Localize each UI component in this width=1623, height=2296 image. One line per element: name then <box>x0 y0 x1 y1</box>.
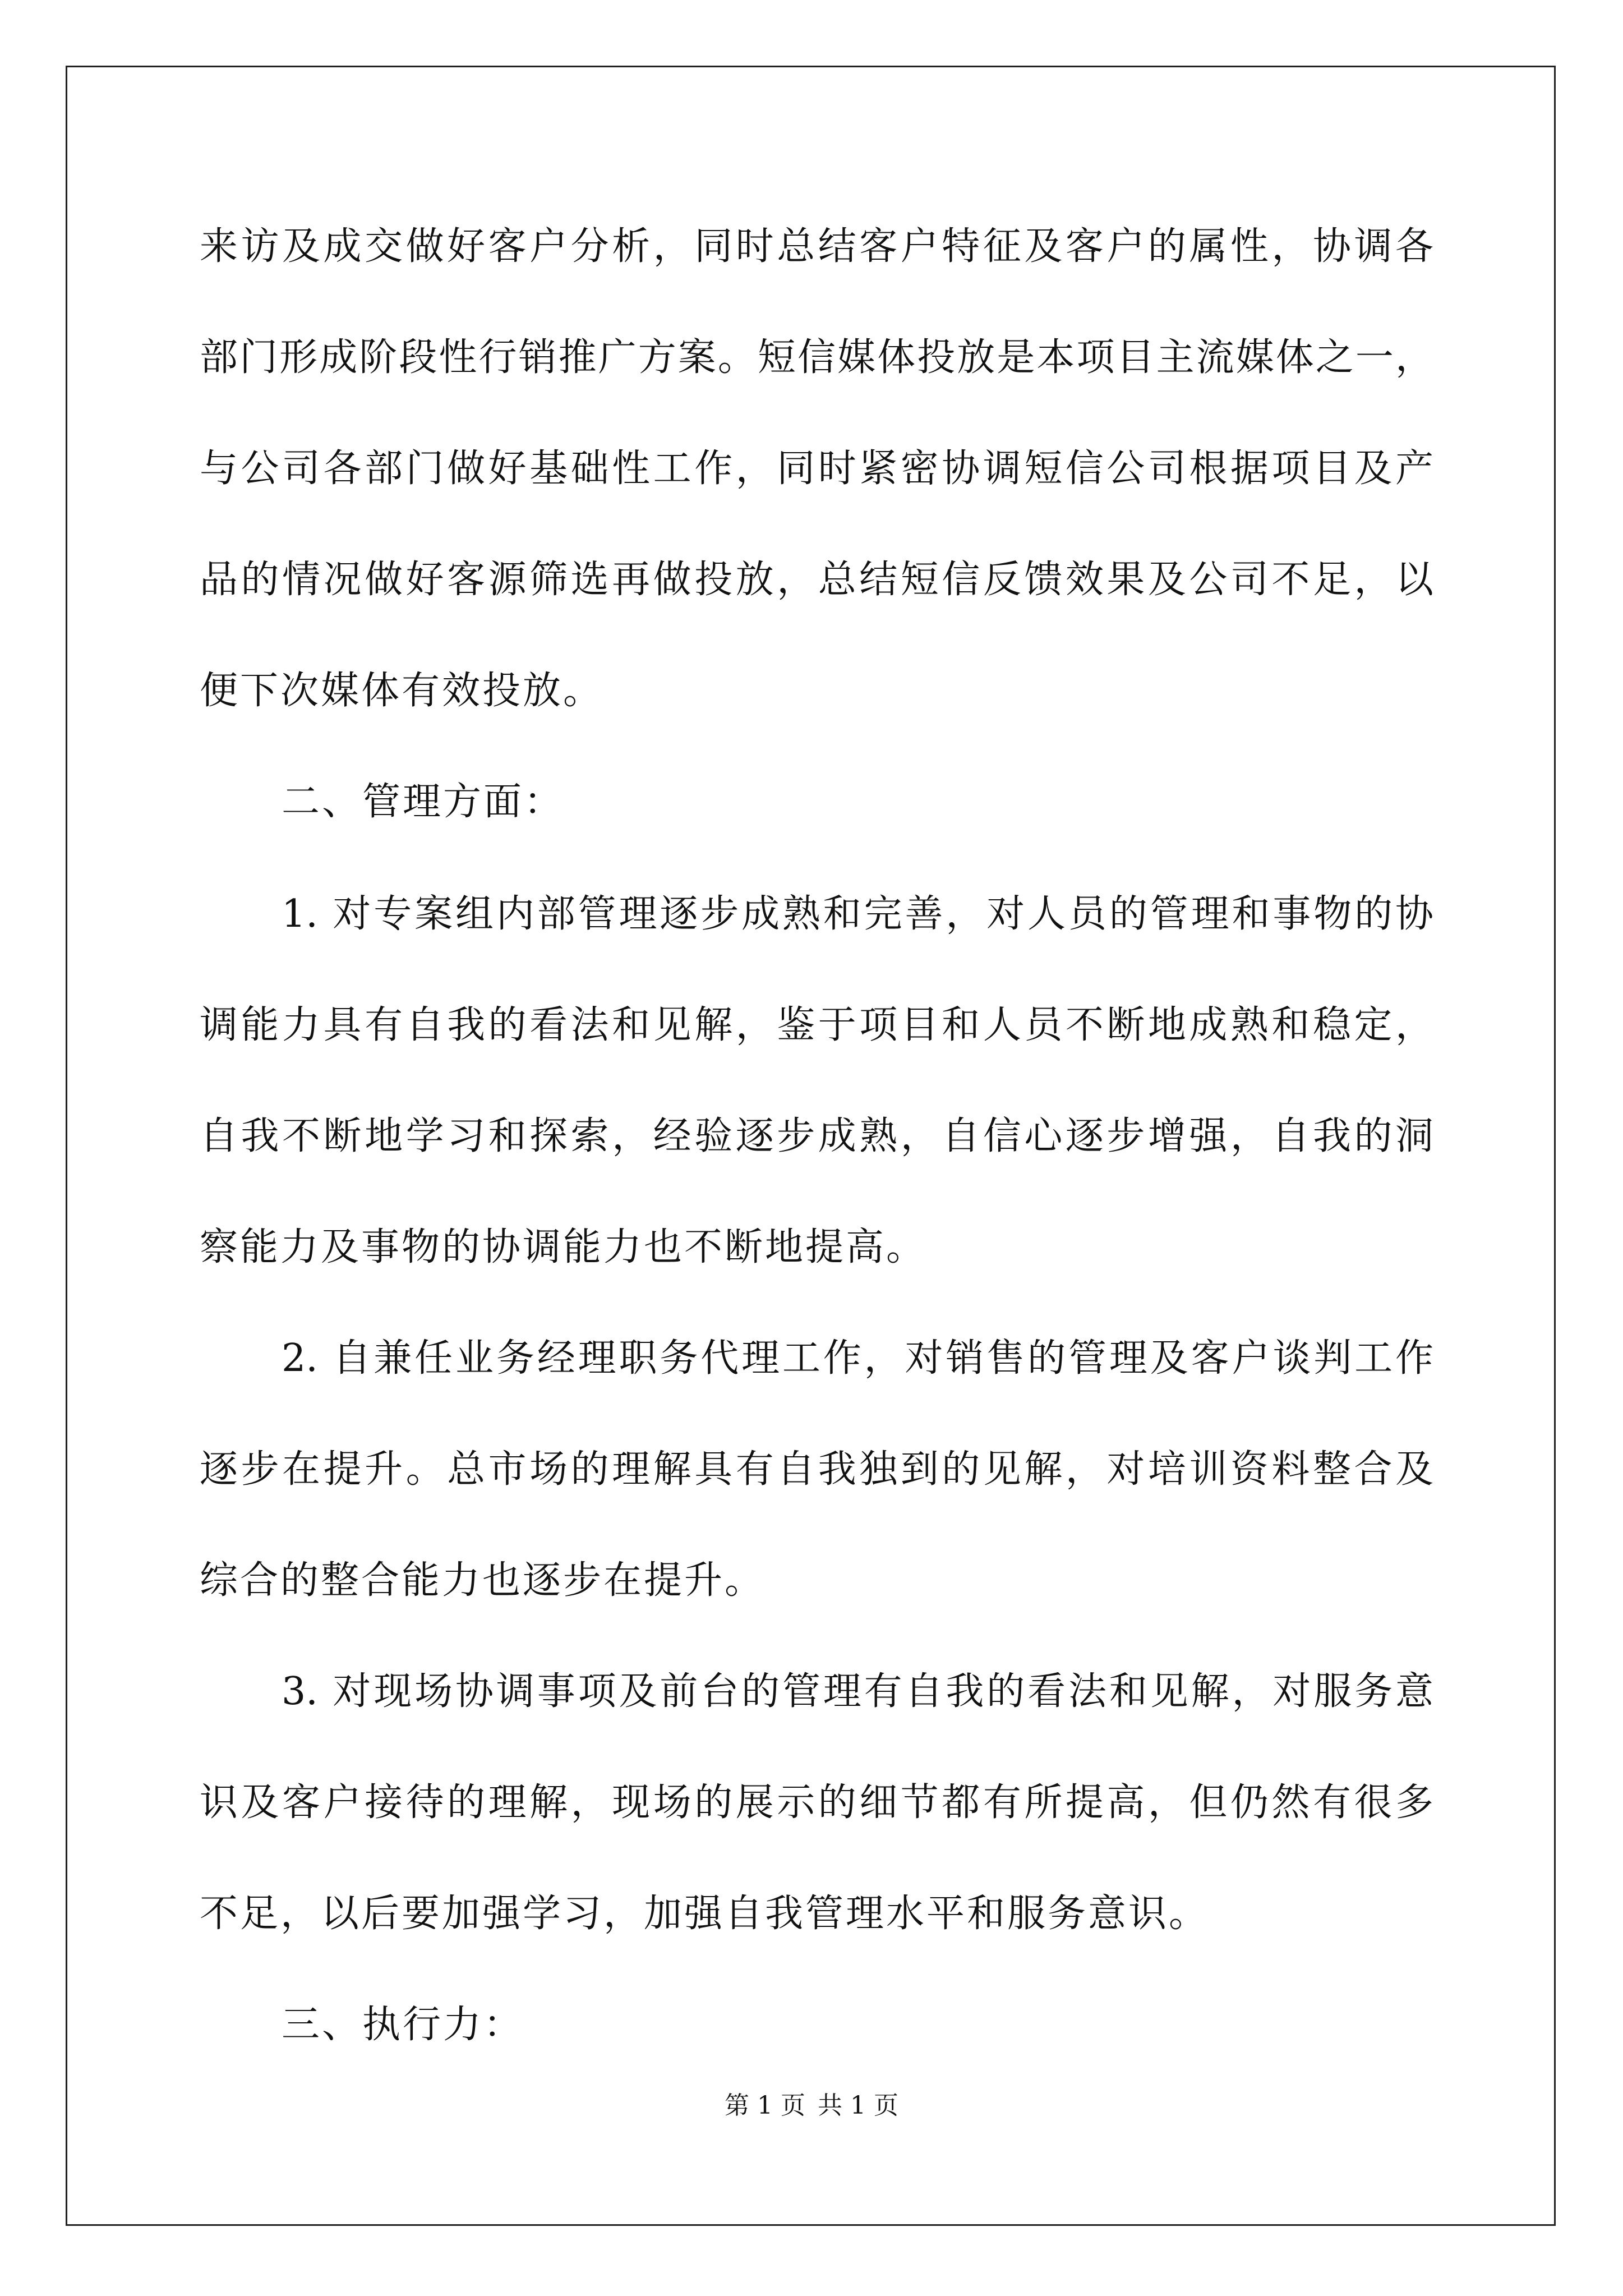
section-heading-management: 二、管理方面： <box>282 780 565 824</box>
page-footer <box>0 2089 1623 2123</box>
section-heading-execution: 三、执行力： <box>282 2003 524 2047</box>
paragraph-2-line-2: 调能力具有自我的看法和见解，鉴于项目和人员不断地成熟和稳定， <box>200 1003 1433 1047</box>
paragraph-1-line-5: 便下次媒体有效投放。 <box>200 669 604 713</box>
paragraph-1-line-1: 来访及成交做好客户分析，同时总结客户特征及客户的属性，协调各 <box>200 224 1433 269</box>
paragraph-3-line-3: 综合的整合能力也逐步在提升。 <box>200 1558 766 1603</box>
paragraph-1-line-3: 与公司各部门做好基础性工作，同时紧密协调短信公司根据项目及产 <box>200 447 1433 491</box>
paragraph-1-line-4: 品的情况做好客源筛选再做投放，总结短信反馈效果及公司不足，以 <box>200 558 1433 602</box>
page-number-label: 第 1 页 <box>725 2091 805 2120</box>
page-total-label: 共 1 页 <box>818 2091 898 2120</box>
paragraph-3-line-2: 逐步在提升。总市场的理解具有自我独到的见解，对培训资料整合及 <box>200 1447 1433 1492</box>
paragraph-4-line-1: 3. 对现场协调事项及前台的管理有自我的看法和见解，对服务意 <box>282 1669 1433 1714</box>
paragraph-4-line-3: 不足，以后要加强学习，加强自我管理水平和服务意识。 <box>200 1892 1210 1936</box>
paragraph-2-line-3: 自我不断地学习和探索，经验逐步成熟，自信心逐步增强，自我的洞 <box>200 1114 1433 1158</box>
paragraph-3-line-1: 2. 自兼任业务经理职务代理工作，对销售的管理及客户谈判工作 <box>282 1336 1433 1381</box>
paragraph-4-line-2: 识及客户接待的理解，现场的展示的细节都有所提高，但仍然有很多 <box>200 1780 1433 1825</box>
paragraph-2-line-4: 察能力及事物的协调能力也不断地提高。 <box>200 1225 927 1269</box>
paragraph-2-line-1: 1. 对专案组内部管理逐步成熟和完善，对人员的管理和事物的协 <box>282 892 1433 936</box>
paragraph-1-line-2: 部门形成阶段性行销推广方案。短信媒体投放是本项目主流媒体之一， <box>200 335 1433 380</box>
